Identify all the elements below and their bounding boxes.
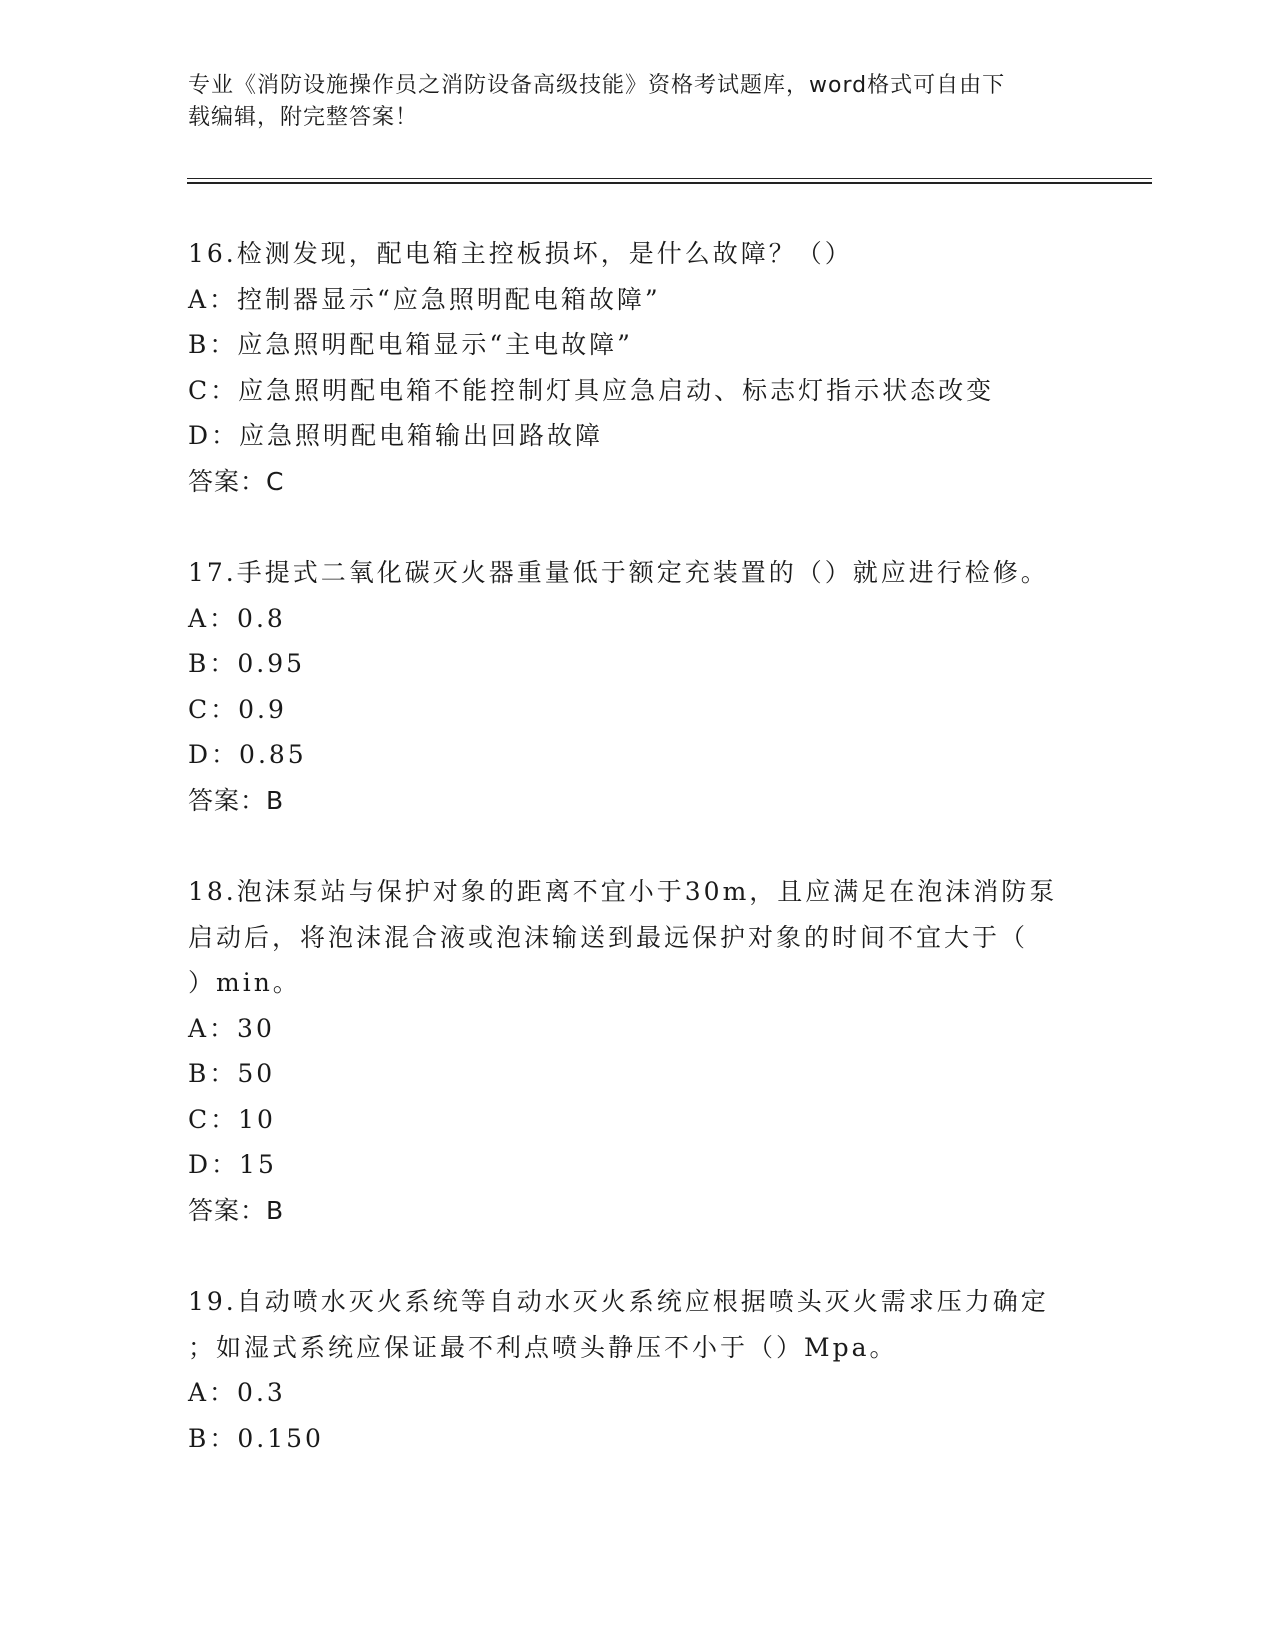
question-18 xyxy=(188,869,1088,1233)
question-stem xyxy=(188,550,1088,596)
question-stem xyxy=(188,231,1088,277)
option-d: D：0.85 xyxy=(188,740,307,769)
question-text-line-1: 18.泡沫泵站与保护对象的距离不宜小于30m，且应满足在泡沫消防泵 xyxy=(188,877,1058,906)
question-19 xyxy=(188,1279,1088,1461)
answer: 答案：C xyxy=(188,466,285,496)
option-c: C：0.9 xyxy=(188,694,287,724)
option-b: B：0.150 xyxy=(188,1423,324,1453)
question-text-line-2: 启动后，将泡沫混合液或泡沫输送到最远保护对象的时间不宜大于（ xyxy=(188,922,1029,952)
question-text-line-2: ；如湿式系统应保证最不利点喷头静压不小于（）Mpa。 xyxy=(188,1332,898,1362)
question-17 xyxy=(188,550,1088,823)
question-stem xyxy=(188,869,1088,1006)
document-header xyxy=(188,70,1088,134)
question-text: 17.手提式二氧化碳灭火器重量低于额定充装置的（）就应进行检修。 xyxy=(188,558,1049,587)
option-a: A：0.8 xyxy=(188,603,286,633)
option-b: B：应急照明配电箱显示“主电故障” xyxy=(188,330,633,359)
option-b: B：50 xyxy=(188,1059,276,1088)
option-d: D：应急照明配电箱输出回路故障 xyxy=(188,421,604,450)
option-c: C：应急照明配电箱不能控制灯具应急启动、标志灯指示状态改变 xyxy=(188,375,995,405)
header-divider-thick xyxy=(187,182,1152,184)
question-text: 16.检测发现，配电箱主控板损坏，是什么故障？（） xyxy=(188,239,853,268)
option-b: B：0.95 xyxy=(188,649,306,678)
option-a: A：控制器显示“应急照明配电箱故障” xyxy=(188,284,661,314)
question-text-line-3: ）min。 xyxy=(188,968,301,997)
answer: 答案：B xyxy=(188,785,285,815)
option-a: A：30 xyxy=(188,1013,275,1043)
option-d: D：15 xyxy=(188,1150,277,1179)
question-stem xyxy=(188,1279,1088,1370)
header-line-2: 载编辑，附完整答案！ xyxy=(188,105,419,130)
header-line-1: 专业《消防设施操作员之消防设备高级技能》资格考试题库，word格式可自由下 xyxy=(188,73,1006,98)
question-text-line-1: 19.自动喷水灭火系统等自动水灭火系统应根据喷头灭火需求压力确定 xyxy=(188,1287,1049,1316)
header-divider-thin xyxy=(187,178,1152,179)
question-16 xyxy=(188,231,1088,504)
answer: 答案：B xyxy=(188,1195,285,1225)
option-c: C：10 xyxy=(188,1104,276,1134)
question-list xyxy=(188,231,1088,1507)
option-a: A：0.3 xyxy=(188,1378,286,1407)
